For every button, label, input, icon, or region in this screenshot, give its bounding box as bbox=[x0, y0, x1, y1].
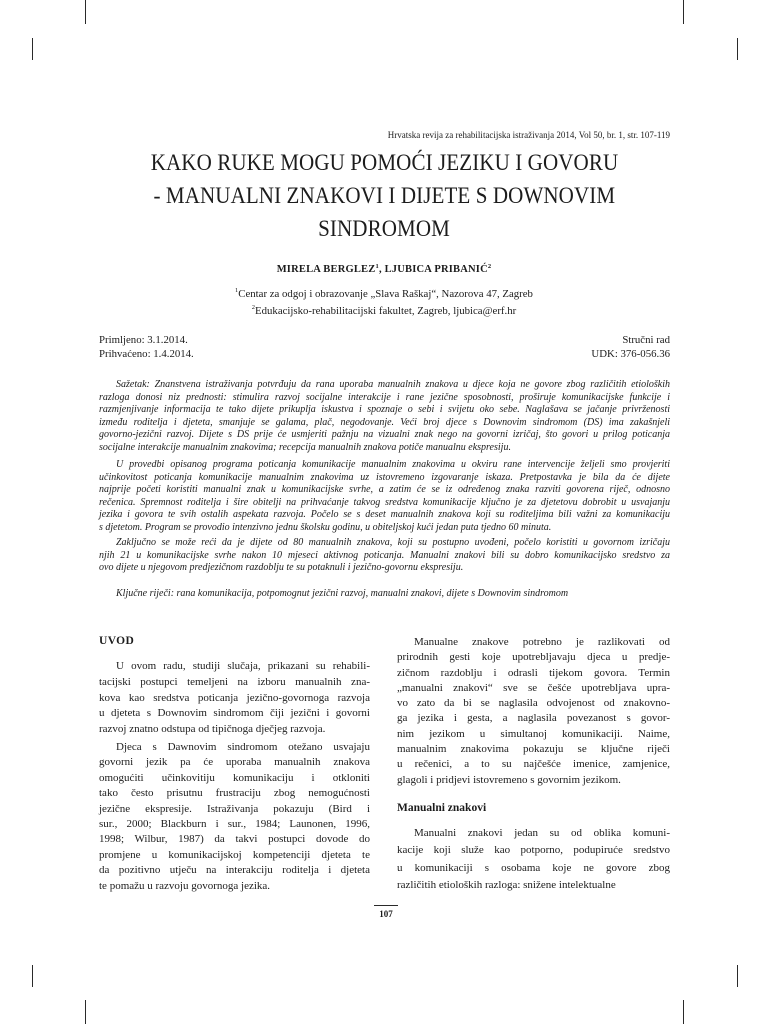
text-line bbox=[99, 675, 370, 691]
paper-classification bbox=[591, 333, 670, 361]
accepted-date: Prihvaćeno: 1.4.2014. bbox=[99, 348, 194, 360]
line-text: učinkovitost poticanja komunikacije manualnim znakovima uz istovremeno izgovaranje iskaza. Pretpostavka je bila da će dijete bbox=[99, 471, 670, 483]
line-text: 1998; Wilbur, 1987) da takvi postupci dovode do bbox=[99, 833, 370, 846]
text-line bbox=[397, 666, 670, 681]
line-text: govorni jezik pa će uporaba manualnih znakova bbox=[99, 756, 370, 769]
text-line bbox=[99, 392, 670, 405]
text-line bbox=[99, 691, 370, 707]
text-line bbox=[99, 848, 370, 863]
crop-mark-bottom-left-inner bbox=[85, 1000, 86, 1024]
journal-header: Hrvatska revija za rehabilitacijska istraživanja 2014, Vol 50, br. 1, str. 107-119 bbox=[387, 130, 670, 140]
text-line bbox=[99, 484, 670, 497]
line-text: U ovom radu, studiji slučaja, prikazani su rehabili- bbox=[116, 660, 370, 672]
text-line bbox=[99, 417, 670, 430]
crop-mark-bottom-right-outer bbox=[737, 965, 738, 987]
body-paragraph bbox=[397, 825, 670, 894]
text-line bbox=[397, 635, 670, 650]
crop-mark-top-left-outer bbox=[32, 38, 33, 60]
text-line bbox=[397, 727, 670, 742]
paper-type: Stručni rad bbox=[622, 334, 670, 346]
crop-mark-bottom-right-inner bbox=[683, 1000, 684, 1024]
title-line-text: - MANUALNI ZNAKOVI I DIJETE S DOWNOVIM bbox=[153, 183, 615, 208]
text-line bbox=[99, 817, 370, 832]
line-text: Zaključno se može reći da je dijete od 80 manualnih znakova, koji su postupno uvođeni, počelo koristiti u govornom izričaju bbox=[116, 537, 670, 548]
line-text: manualnim znakovima pokazuju se ključne riječi bbox=[397, 743, 670, 756]
text-line bbox=[99, 771, 370, 786]
line-text: rečenica. Spremnost roditelja i šire obitelji na prihvaćanje takvog sredstva komunikacije ključno je za djetetovu dobrobit u usvajanju bbox=[99, 496, 670, 508]
text-line bbox=[99, 786, 370, 801]
title-line-text: KAKO RUKE MOGU POMOĆI JEZIKU I GOVORU bbox=[150, 150, 618, 175]
text-line bbox=[99, 832, 370, 847]
title-line bbox=[0, 146, 768, 179]
text-line bbox=[99, 472, 670, 485]
abstract-paragraph bbox=[99, 537, 670, 575]
line-text: Sažetak: Znanstvena istraživanja potvrđuju da rana uporaba manualnih znakova u djece koja ne govore zbog različitih etioloških bbox=[116, 379, 670, 390]
line-text: U provedbi opisanog programa poticanja komunikacije manualnim znakovima u okviru rane intervencije željeli smo provjeriti bbox=[116, 459, 670, 470]
affiliation-2 bbox=[0, 305, 768, 317]
text-line bbox=[397, 773, 670, 788]
line-text: te pomažu u razvoju govornoga jezika. bbox=[99, 879, 271, 892]
crop-mark-top-left-inner bbox=[85, 0, 86, 24]
text-line bbox=[99, 459, 670, 472]
text-line bbox=[99, 659, 370, 675]
received-date: Primljeno: 3.1.2014. bbox=[99, 334, 188, 346]
line-text: jezične ekspresije. Istraživanja pokazuju (Bird i bbox=[99, 802, 370, 815]
title-line bbox=[0, 179, 768, 212]
author-affiliation-marker: 1 bbox=[375, 263, 379, 270]
text-line bbox=[397, 650, 670, 665]
text-line bbox=[397, 757, 670, 772]
body-paragraph bbox=[397, 635, 670, 788]
udk-code: UDK: 376-056.36 bbox=[591, 348, 670, 360]
line-text: sur., 2000; Blackburn i sur., 1984; Launonen, 1996, bbox=[99, 818, 370, 831]
text-line bbox=[99, 522, 670, 535]
text-line bbox=[99, 497, 670, 510]
line-text: najprije početi koristiti manualni znak u komunikacijske svrhe, a zatim će se iz određenog znaka razviti govorena riječ, odnosno bbox=[99, 484, 670, 496]
line-text: promjene u komunikacijskoj kompetenciji djeteta te bbox=[99, 848, 370, 861]
line-text: vo zato da bi se naglasila odvojenost od znakovno- bbox=[397, 697, 670, 710]
line-text: ovo dijete u njegovom predjezičnom razdoblju te su potaknuli i jezično-govornu ekspresiju. bbox=[99, 562, 464, 574]
crop-mark-top-right-outer bbox=[737, 38, 738, 60]
page-number-rule bbox=[374, 905, 398, 906]
author-affiliation-marker: 2 bbox=[487, 263, 492, 270]
line-text: socijalne interakcije manualnim znakovima; recepcija manualnih znakova potiče manualnu ekspresiju. bbox=[99, 441, 511, 453]
line-text: u rečenici, a to su najčešće imenice, zamjenice, bbox=[397, 758, 670, 771]
affiliation-1 bbox=[0, 288, 768, 300]
author-name: LJUBICA PRIBANIĆ bbox=[384, 264, 488, 275]
body-paragraph bbox=[99, 659, 370, 738]
line-text: zičnom razdoblju i odrasli tijekom govora. Termin bbox=[397, 666, 670, 679]
text-line bbox=[99, 404, 670, 417]
text-line bbox=[99, 550, 670, 563]
abstract-paragraph bbox=[99, 379, 670, 455]
line-text: glagoli i pridjevi istovremeno s govornim jezikom. bbox=[397, 773, 621, 786]
text-line bbox=[397, 681, 670, 696]
line-text: razloga donosi niz prednosti: stimulira razvoj socijalne interakcije i rane jezične sposobnosti, proširuje komunikacijske funkcije i bbox=[99, 391, 670, 403]
text-line bbox=[99, 509, 670, 522]
author-separator: , bbox=[378, 264, 385, 275]
text-line bbox=[99, 863, 370, 878]
line-text: Manualni znakovi jedan su od oblika komuni- bbox=[414, 827, 670, 839]
text-line bbox=[99, 802, 370, 817]
text-line bbox=[397, 825, 670, 842]
line-text: s djetetom. Program se provodio intenzivno jednu školsku godinu, u obiteljskoj kući jedan puta tjedno 60 minuta. bbox=[99, 521, 552, 533]
text-line bbox=[99, 429, 670, 442]
author-list bbox=[0, 264, 768, 275]
line-text: Manualne znakove potrebno je razlikovati od bbox=[414, 636, 670, 648]
line-text: ga jezika i gesta, a naglasila povezanost s govor- bbox=[397, 712, 670, 725]
line-text: između roditelja i djeteta, smanjuje se galama, plač, negodovanje. Veći broj djece s Downovim sindromom (DS) ima zakašnjeli bbox=[99, 416, 670, 428]
text-line bbox=[397, 842, 670, 859]
text-line bbox=[99, 755, 370, 770]
section-heading-uvod: UVOD bbox=[99, 635, 135, 647]
text-line bbox=[397, 860, 670, 877]
submission-dates bbox=[99, 333, 194, 361]
line-text: nim jezikom u simultanoj komunikaciji. Naime, bbox=[397, 727, 670, 740]
line-text: „manualni znakovi“ sve se češće upotrebljava upra- bbox=[397, 681, 670, 694]
text-line bbox=[397, 711, 670, 726]
line-text: u komunikaciji s osobama koje ne govore zbog bbox=[397, 861, 670, 874]
author-name: MIRELA BERGLEZ bbox=[276, 264, 376, 275]
article-title bbox=[0, 146, 768, 245]
text-line bbox=[99, 879, 370, 894]
line-text: kova kao sredstva poticanja jezično-govornoga razvoja bbox=[99, 691, 370, 704]
line-text: Djeca s Dawnovim sindromom otežano usvajaju bbox=[116, 741, 370, 753]
line-text: govorno-jezični razvoj. Dijete s DS prije će usmjeriti pažnju na vizualni znak nego na govorni izričaj, što govori u prilog poticanja bbox=[99, 429, 670, 441]
abstract-paragraph bbox=[99, 459, 670, 535]
section-heading-manualni-znakovi: Manualni znakovi bbox=[397, 802, 487, 814]
affiliation-marker: 2 bbox=[251, 304, 256, 311]
affiliation-text: Centar za odgoj i obrazovanje „Slava Raškaj“, Nazorova 47, Zagreb bbox=[238, 288, 533, 300]
line-text: njih 21 u komunikacijske svrhe nakon 10 mjeseci aktivnog poticanja. Manualni znakovi bili su dobro komunikacijsko sredstvo za bbox=[99, 549, 670, 561]
text-line bbox=[99, 706, 370, 722]
line-text: tako često prisutnu frustraciju zbog nemogućnosti bbox=[99, 787, 370, 800]
text-line bbox=[99, 379, 670, 392]
page-number: 107 bbox=[379, 909, 393, 919]
affiliation-marker: 1 bbox=[235, 287, 239, 294]
crop-mark-bottom-left-outer bbox=[32, 965, 33, 987]
line-text: razmjenjivanje informacija te tako dijete prikuplja iskustva i spoznaje o sebi i svijetu oko sebe. Naglašava se jačanje privrženosti bbox=[99, 404, 670, 416]
text-line bbox=[397, 696, 670, 711]
line-text: različitih etioloških razloga: snižene intelektualne bbox=[397, 878, 616, 891]
line-text: jezika i govora te svih ostalih aspekata razvoja. Počelo se s deset manualnih znakova koji su roditeljima bili važni za komunikaciju bbox=[99, 509, 670, 521]
text-line bbox=[99, 722, 370, 738]
line-text: prirodnih gesti koje upotrebljavaju djeca u predje- bbox=[397, 651, 670, 664]
text-line bbox=[99, 442, 670, 455]
keywords: Ključne riječi: rana komunikacija, potpomognut jezični razvoj, manualni znakovi, dijete s Downovim sindromom bbox=[116, 588, 569, 599]
body-paragraph bbox=[99, 740, 370, 894]
affiliation-text: Edukacijsko-rehabilitacijski fakultet, Zagreb, ljubica@erf.hr bbox=[255, 305, 517, 317]
text-line bbox=[397, 877, 670, 894]
line-text: da pozitivno utječu na interakciju roditelja i djeteta bbox=[99, 864, 370, 877]
title-line bbox=[0, 212, 768, 245]
line-text: kacije koji služe kao potporno, podupiruće sredstvo bbox=[397, 844, 670, 857]
line-text: omogućiti učinkovitiju komunikaciju i otkloniti bbox=[99, 771, 370, 784]
text-line bbox=[99, 537, 670, 550]
line-text: razvoj znatno odstupa od tipičnoga dječjeg razvoja. bbox=[99, 723, 326, 736]
text-line bbox=[99, 562, 670, 575]
crop-mark-top-right-inner bbox=[683, 0, 684, 24]
line-text: tacijski postupci temeljeni na izboru manualnih zna- bbox=[99, 675, 370, 688]
text-line bbox=[99, 740, 370, 755]
title-line-text: SINDROMOM bbox=[318, 216, 450, 241]
text-line bbox=[397, 742, 670, 757]
line-text: u djeteta s Downovim sindromom čiji jezični i govorni bbox=[99, 707, 370, 720]
